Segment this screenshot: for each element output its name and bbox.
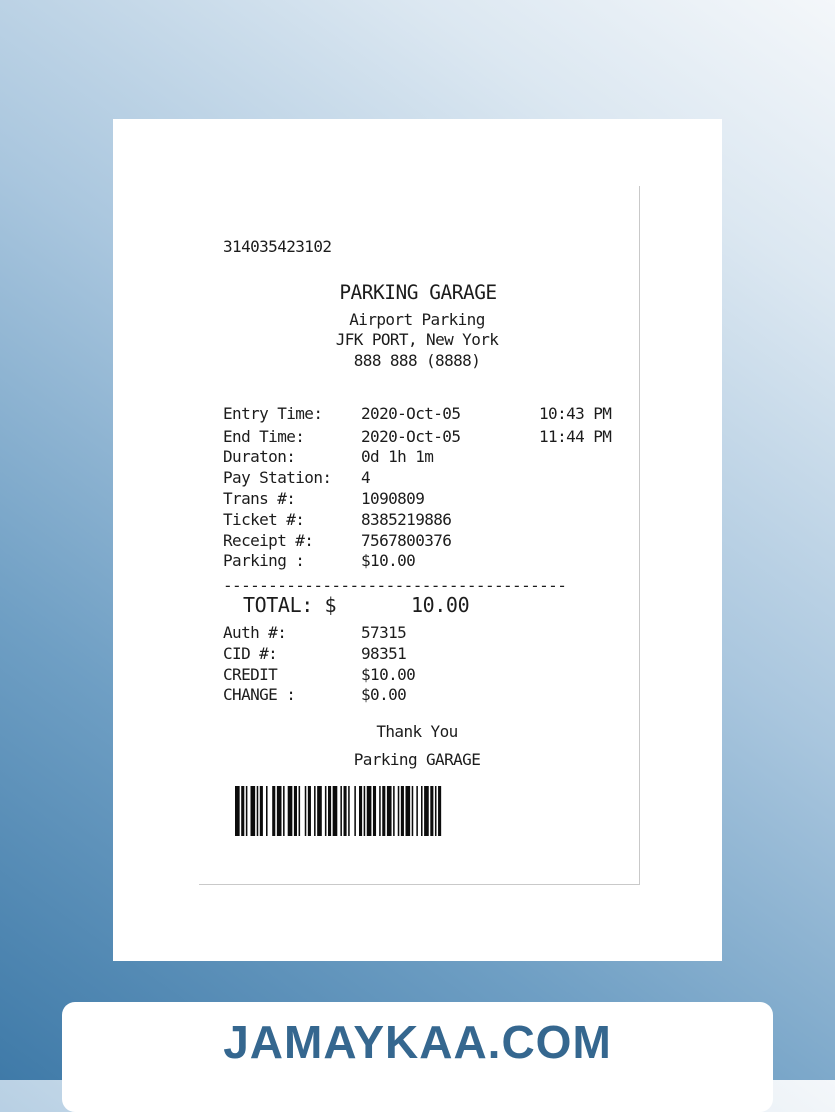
detail-label: End Time: <box>223 427 305 446</box>
detail-value: 8385219886 <box>361 510 452 529</box>
detail-row-end-time <box>223 427 612 448</box>
payment-value: 57315 <box>361 623 407 642</box>
detail-label: Receipt #: <box>223 531 314 550</box>
detail-value: $10.00 <box>361 551 416 570</box>
website-name: JAMAYKAA.COM <box>223 1016 612 1068</box>
business-title: PARKING GARAGE <box>339 281 497 304</box>
payment-row-change <box>223 685 407 706</box>
total-label: TOTAL: $ <box>243 593 337 617</box>
barcode-bar <box>328 786 331 836</box>
barcode-bar <box>294 786 297 836</box>
payment-row-credit <box>223 665 416 686</box>
detail-label: Pay Station: <box>223 468 332 487</box>
detail-value: 2020-Oct-05 <box>361 427 461 446</box>
payment-value: $10.00 <box>361 665 416 684</box>
barcode-bar <box>325 786 327 836</box>
barcode-bar <box>260 786 263 836</box>
barcode-bar <box>382 786 385 836</box>
barcode-bar <box>251 786 256 836</box>
total-amount: 10.00 <box>411 593 470 617</box>
detail-row-duration <box>223 447 434 468</box>
barcode-bar <box>424 786 429 836</box>
barcode-bar <box>406 786 411 836</box>
separator-line: -------------------------------------- <box>223 576 567 595</box>
payment-label: CREDIT <box>223 665 278 684</box>
detail-row-ticket <box>223 510 452 531</box>
barcode-bar <box>412 786 414 836</box>
barcode-bar <box>235 786 240 836</box>
barcode-bar <box>401 786 404 836</box>
barcode-bar <box>277 786 282 836</box>
detail-row-trans <box>223 489 425 510</box>
barcode-bar <box>241 786 244 836</box>
detail-label: Parking : <box>223 551 305 570</box>
barcode-bar <box>340 786 342 836</box>
barcode-bar <box>288 786 293 836</box>
footer-business-name: Parking GARAGE <box>353 750 481 769</box>
barcode-bar <box>272 786 275 836</box>
detail-row-receipt <box>223 531 452 552</box>
barcode-bar <box>354 786 356 836</box>
barcode-bar <box>246 786 248 836</box>
payment-row-cid <box>223 644 407 665</box>
detail-value: 7567800376 <box>361 531 452 550</box>
parking-receipt <box>199 186 640 885</box>
detail-label: Duraton: <box>223 447 296 466</box>
barcode-bar <box>398 786 400 836</box>
barcode-bar <box>379 786 381 836</box>
payment-value: $0.00 <box>361 685 407 704</box>
barcode-bar <box>348 786 350 836</box>
detail-row-parking <box>223 551 416 572</box>
barcode-bar <box>308 786 311 836</box>
barcode-bar <box>373 786 376 836</box>
barcode-bar <box>344 786 347 836</box>
payment-label: CID #: <box>223 644 278 663</box>
barcode-bar <box>333 786 338 836</box>
detail-time: 11:44 PM <box>539 427 612 446</box>
payment-row-auth <box>223 623 407 644</box>
barcode-bar <box>421 786 423 836</box>
barcode-bar <box>283 786 285 836</box>
thank-you-text: Thank You <box>376 722 458 741</box>
receipt-id: 314035423102 <box>223 237 332 256</box>
payment-label: Auth #: <box>223 623 287 642</box>
barcode-bar <box>314 786 316 836</box>
barcode-bar <box>364 786 366 836</box>
website-banner <box>62 1002 773 1112</box>
detail-row-pay-station <box>223 468 371 489</box>
business-subtitle: Airport Parking <box>349 310 485 329</box>
barcode-bar <box>257 786 259 836</box>
detail-value: 0d 1h 1m <box>361 447 434 466</box>
detail-label: Trans #: <box>223 489 296 508</box>
barcode-bar <box>317 786 322 836</box>
barcode-bar <box>299 786 301 836</box>
barcode <box>235 786 603 836</box>
barcode-bar <box>435 786 437 836</box>
payment-value: 98351 <box>361 644 407 663</box>
barcode-bar <box>266 786 268 836</box>
barcode-bar <box>393 786 395 836</box>
detail-row-entry-time <box>223 404 612 425</box>
barcode-bar <box>359 786 362 836</box>
business-phone: 888 888 (8888) <box>353 351 481 370</box>
detail-time: 10:43 PM <box>539 404 612 423</box>
barcode-bar <box>416 786 418 836</box>
business-address: JFK PORT, New York <box>335 330 499 349</box>
barcode-bar <box>438 786 441 836</box>
barcode-bar <box>367 786 372 836</box>
detail-value: 2020-Oct-05 <box>361 404 461 423</box>
detail-label: Entry Time: <box>223 404 323 423</box>
detail-value: 4 <box>361 468 371 487</box>
detail-label: Ticket #: <box>223 510 305 529</box>
payment-label: CHANGE : <box>223 685 296 704</box>
barcode-bar <box>430 786 433 836</box>
barcode-bar <box>305 786 307 836</box>
detail-value: 1090809 <box>361 489 425 508</box>
barcode-bar <box>387 786 392 836</box>
